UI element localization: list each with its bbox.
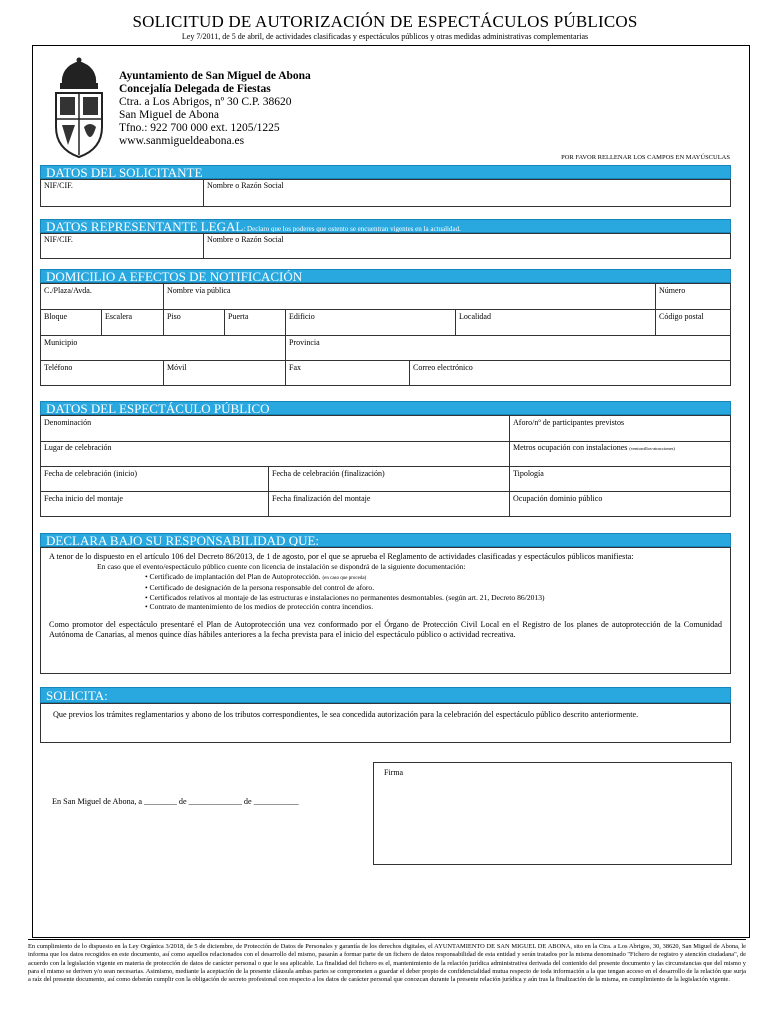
- solicitante-grid: [40, 179, 731, 207]
- localidad-field[interactable]: Localidad: [459, 312, 491, 321]
- representante-declaro: : Declaro que los poderes que ostento se encuentran vigentes en la actualidad.: [243, 225, 461, 233]
- lugar-field[interactable]: Lugar de celebración: [44, 443, 112, 452]
- list-item: • Contrato de mantenimiento de los medios de protección contra incendios.: [145, 602, 374, 611]
- denominacion-field[interactable]: Denominación: [44, 418, 92, 427]
- domicilio-grid: [40, 283, 731, 386]
- organization-info: [119, 70, 311, 148]
- section-espectaculo: [40, 401, 731, 503]
- numero-field[interactable]: Número: [659, 286, 686, 295]
- section-declara: [40, 533, 731, 639]
- section-domicilio: [40, 269, 731, 372]
- section-solicita: [40, 687, 731, 719]
- representante-grid: [40, 233, 731, 259]
- metros-small: (ventorrillos-atracciones): [629, 446, 675, 451]
- aforo-field[interactable]: Aforo/nº de participantes previstos: [513, 418, 625, 427]
- form-title: SOLICITUD DE AUTORIZACIÓN DE ESPECTÁCULOS PÚBLICOS: [132, 12, 638, 31]
- org-address: Ctra. a Los Abrigos, nº 30 C.P. 38620: [119, 96, 292, 108]
- telefono-field[interactable]: Teléfono: [44, 363, 73, 372]
- item-1-note: (en caso que proceda): [322, 575, 367, 581]
- declara-list: [49, 572, 722, 612]
- montaje-field[interactable]: Fecha inicio del montaje: [44, 494, 123, 503]
- uppercase-note: POR FAVOR RELLENAR LOS CAMPOS EN MAYÚSCULAS: [561, 154, 730, 161]
- rep-nif-field[interactable]: NIF/CIF.: [44, 235, 73, 244]
- metros-field[interactable]: [513, 443, 675, 452]
- movil-field[interactable]: Móvil: [167, 363, 187, 372]
- provincia-field[interactable]: Provincia: [289, 338, 320, 347]
- declara-box: [40, 547, 731, 674]
- org-phone: Tfno.: 922 700 000 ext. 1205/1225: [119, 122, 280, 134]
- firma-label: Firma: [384, 768, 404, 777]
- section-title: DATOS DEL SOLICITANTE: [40, 165, 731, 179]
- lugar-fecha-line[interactable]: En San Miguel de Abona, a ________ de _____________ de ___________: [52, 797, 299, 806]
- section-title: DOMICILIO A EFECTOS DE NOTIFICACIÓN: [40, 269, 731, 283]
- org-website: www.sanmigueldeabona.es: [119, 135, 245, 147]
- section-title: DATOS DEL ESPECTÁCULO PÚBLICO: [40, 401, 731, 415]
- section-representante: [40, 219, 731, 244]
- section-solicitante: [40, 165, 731, 190]
- section-title: [40, 219, 731, 233]
- list-item: • Certificado de designación de la persona responsable del control de aforo.: [145, 583, 375, 592]
- correo-field[interactable]: Correo electrónico: [413, 363, 473, 372]
- representante-title: DATOS REPRESENTANTE LEGAL: [46, 219, 244, 233]
- list-item: [145, 593, 722, 603]
- org-city: San Miguel de Abona: [119, 109, 219, 121]
- rep-nombre-field[interactable]: Nombre o Razón Social: [207, 235, 284, 244]
- fax-field[interactable]: Fax: [289, 363, 301, 372]
- espectaculo-grid: [40, 415, 731, 517]
- privacy-notice: En cumplimiento de lo dispuesto en la Ley Orgánica 3/2018, de 5 de diciembre, de Protección de Datos de Personales y garantía de los derechos digitales, el AYUNTAMIENTO DE SAN MIGUEL DE ABONA, sito en la Ctra. a Los Abrigos, 30, 38620, San Miguel de Abona, le informa que los datos recogidos en este documento, así como aquellos relacionados con el desarrollo del mismo, pasarán a formar parte de un fichero de datos responsabilidad de esta entidad y serán tratados por la misma denominado "Fichero de registro y atención ciudadana", de acuerdo con la legislación vigente en materia de protección de datos de carácter personal o que le sea aplicable. La finalidad del fichero es el, mantenimiento de la relación jurídica administrativa derivada del contenido del presente documento y las circunstancias que del mismo y para el mismo se deriven y/o sean necesarias. Asimismo, mediante la aceptación de la presente cláusula ambas partes se comprometen a guardar el deber propio de confidencialidad mutua respecto de toda información a la que tengan acceso en el desarrollo de la relación que surja a raíz del presente documento, así como deberán cumplir con la obligación de secreto profesional con respecto a los datos de carácter personal que conozcan durante la presente relación jurídica y aún tras la finalización de la misma, en cumplimiento de la legislación vigente.: [28, 943, 746, 984]
- piso-field[interactable]: Piso: [167, 312, 181, 321]
- metros-label: Metros ocupación con instalaciones: [513, 443, 628, 452]
- declara-p2: En caso que el evento/espectáculo público cuente con licencia de instalación se dispondrá de la siguiente documentación:: [97, 562, 466, 571]
- item-3-note: (según art. 21, Decreto 86/2013): [445, 592, 545, 602]
- bloque-field[interactable]: Bloque: [44, 312, 68, 321]
- coat-of-arms-icon: [50, 57, 108, 161]
- edificio-field[interactable]: Edificio: [289, 312, 315, 321]
- puerta-field[interactable]: Puerta: [228, 312, 249, 321]
- tipologia-field[interactable]: Tipología: [513, 469, 544, 478]
- list-item: [145, 572, 722, 584]
- declara-p3: Como promotor del espectáculo presentaré el Plan de Autoprotección una vez conformado por el Órgano de Protección Civil Local en el Registro de los planes de autoprotección de la Comunidad Autónoma de Canarias, al menos quince días hábiles anteriores a la fecha prevista para el inicio del espectáculo público o actividad recreativa.: [49, 619, 722, 639]
- org-department: Concejalía Delegada de Fiestas: [119, 83, 271, 95]
- municipio-field[interactable]: Municipio: [44, 338, 78, 347]
- section-title: SOLICITA:: [40, 687, 731, 703]
- calle-field[interactable]: C./Plaza/Avda.: [44, 286, 92, 295]
- footer-divider: [28, 939, 746, 940]
- via-field[interactable]: Nombre vía pública: [167, 286, 231, 295]
- declara-p1: A tenor de lo dispuesto en el artículo 106 del Decreto 86/2013, de 1 de agosto, por el que se aprueba el Reglamento de actividades clasificadas y espectáculos públicos manifiesta:: [49, 552, 634, 561]
- item-1: • Certificado de implantación del Plan de Autoprotección.: [145, 571, 321, 581]
- org-name: Ayuntamiento de San Miguel de Abona: [119, 70, 311, 82]
- item-3: • Certificados relativos al montaje de las estructuras e instalaciones no permanentes desmontables.: [145, 592, 444, 602]
- signature-box[interactable]: [373, 762, 732, 865]
- escalera-field[interactable]: Escalera: [105, 312, 133, 321]
- desmontaje-field[interactable]: Fecha finalización del montaje: [272, 494, 371, 503]
- fecha-fin-field[interactable]: Fecha de celebración (finalización): [272, 469, 385, 478]
- cp-field[interactable]: Código postal: [659, 312, 704, 321]
- fecha-inicio-field[interactable]: Fecha de celebración (inicio): [44, 469, 138, 478]
- section-title: DECLARA BAJO SU RESPONSABILIDAD QUE:: [40, 533, 731, 547]
- nif-field[interactable]: NIF/CIF.: [44, 181, 73, 190]
- dominio-field[interactable]: Ocupación dominio público: [513, 494, 603, 503]
- form-subtitle: Ley 7/2011, de 5 de abril, de actividades clasificadas y espectáculos públicos y otras medidas administrativas complementarias: [181, 32, 589, 41]
- solicita-text: Que previos los trámites reglamentarios y abono de los tributos correspondientes, le sea concedida autorización para la celebración del espectáculo público descrito anteriormente.: [40, 703, 731, 743]
- nombre-field[interactable]: Nombre o Razón Social: [207, 181, 284, 190]
